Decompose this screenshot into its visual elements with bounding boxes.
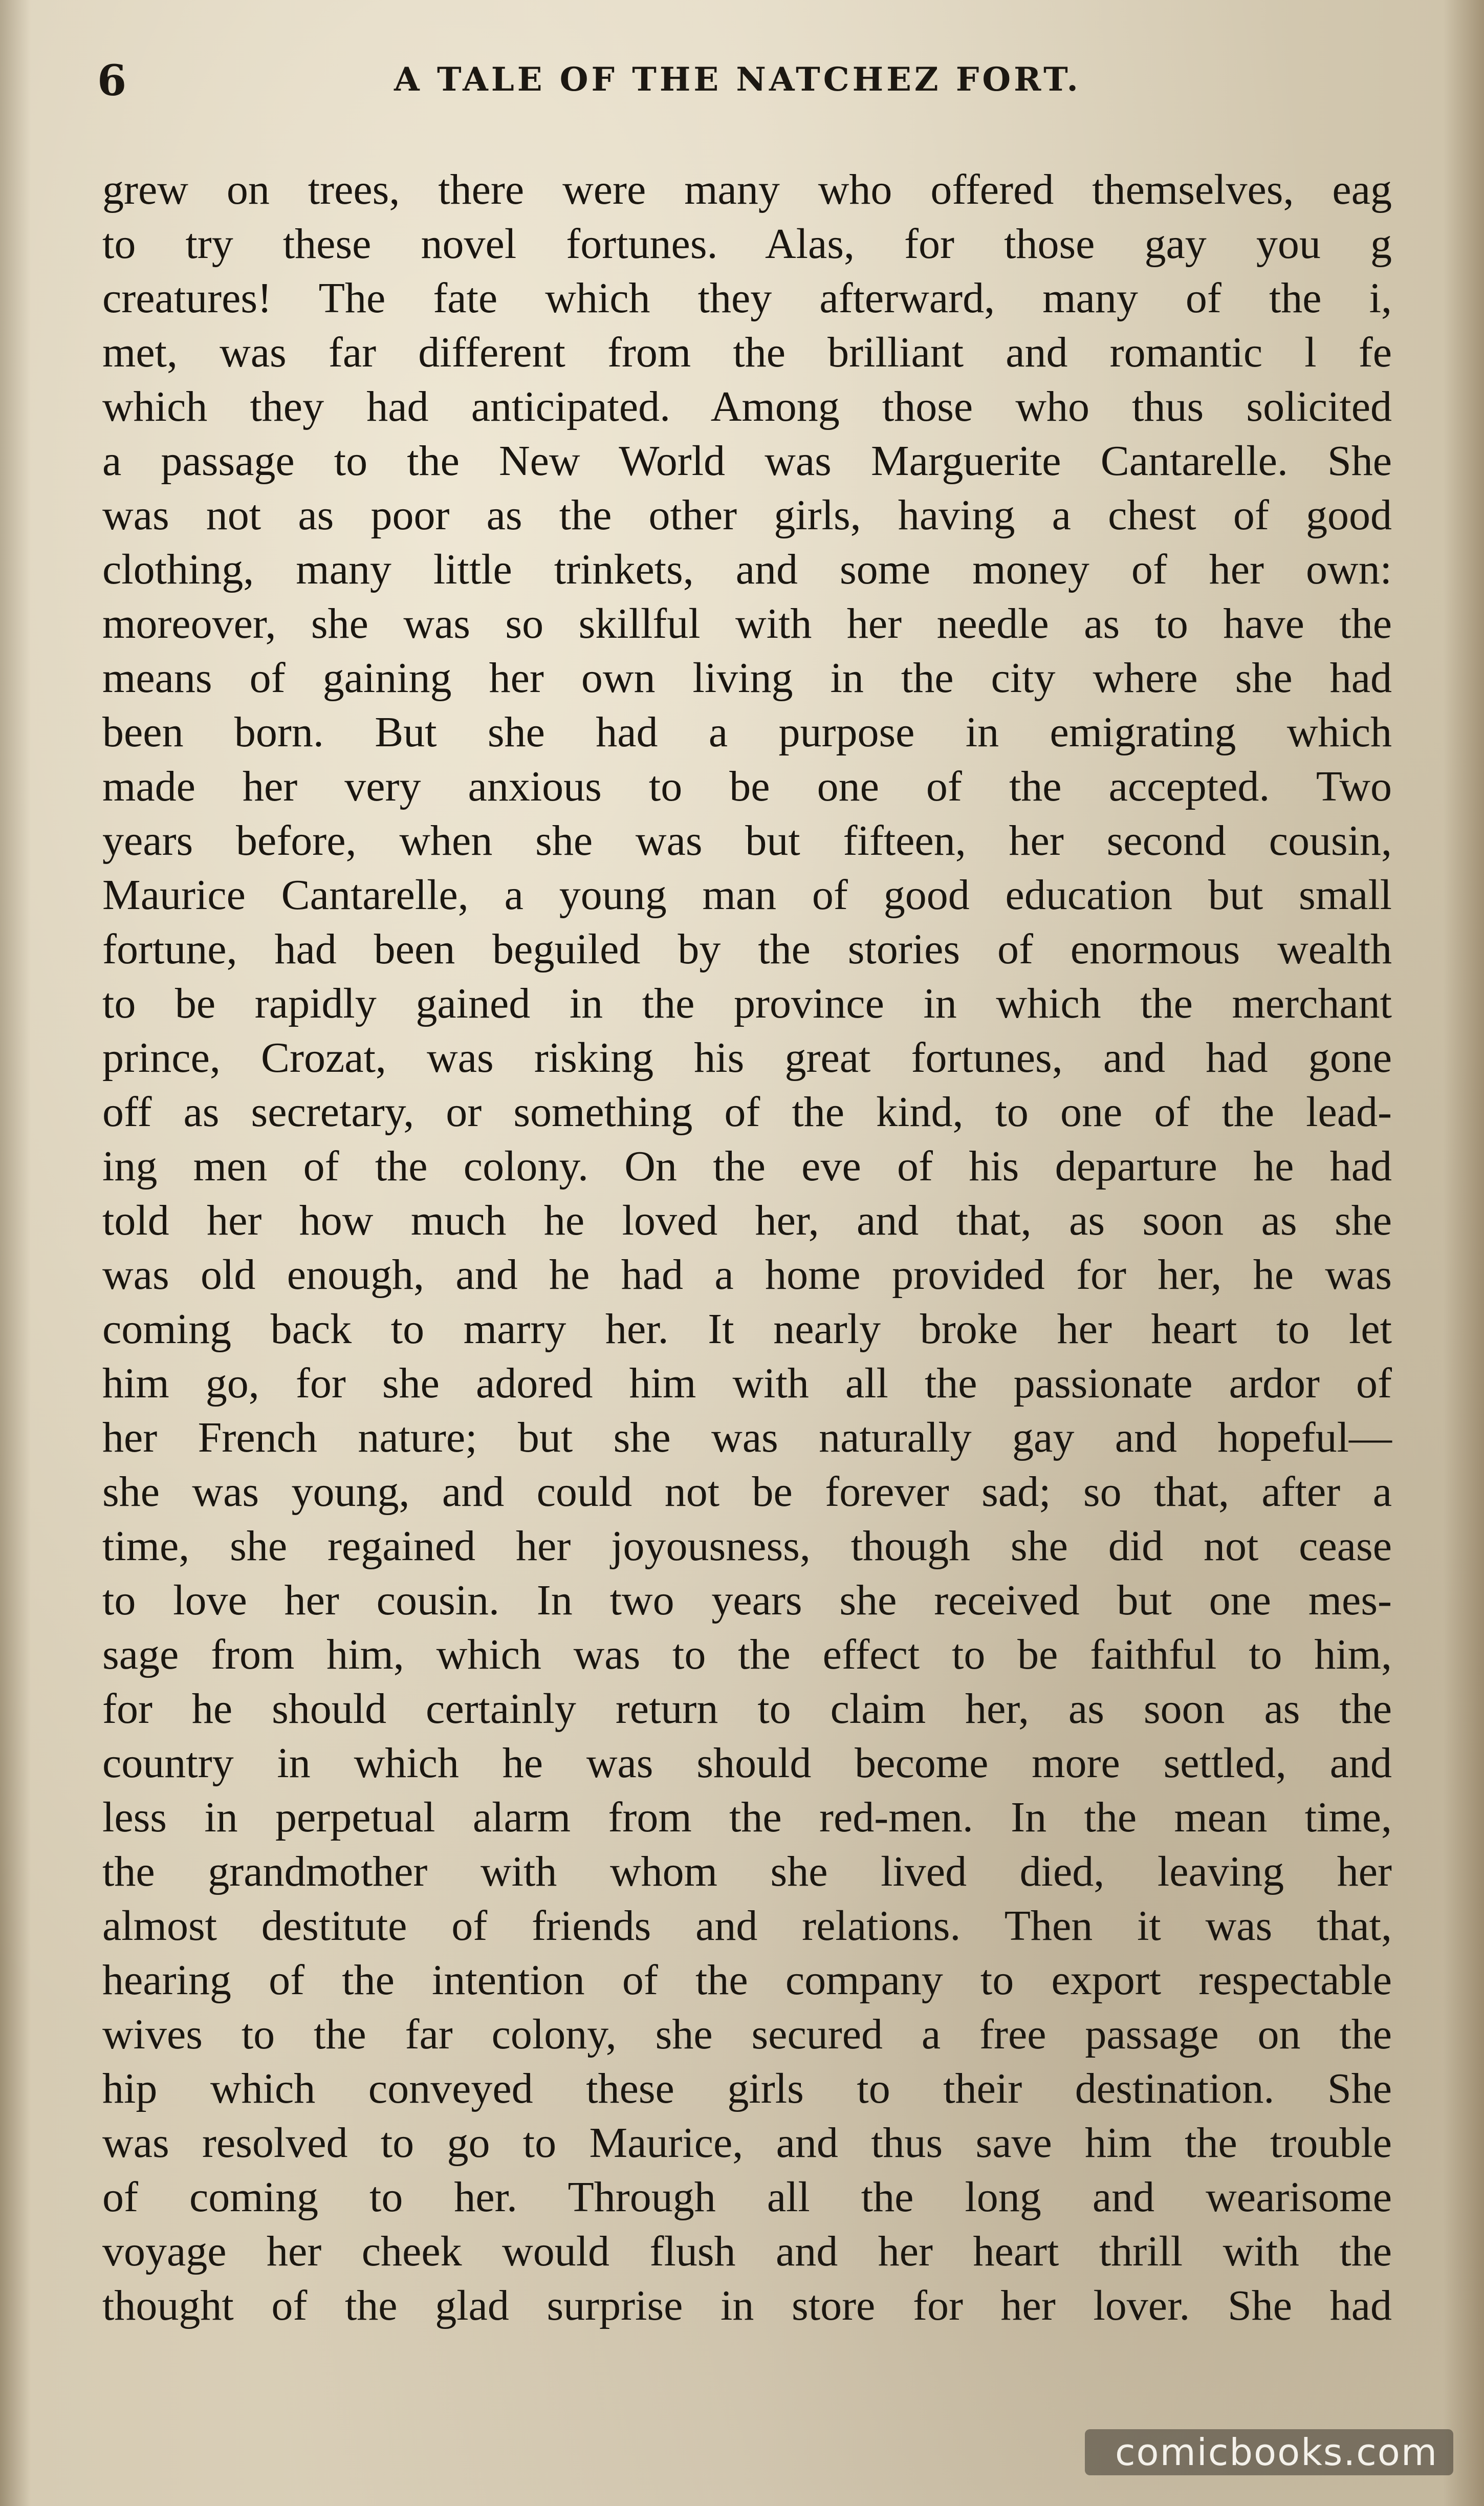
text-line: the grandmother with whom she lived died, leaving her bbox=[102, 1848, 1392, 1895]
text-line: means of gaining her own living in the city where she had bbox=[102, 654, 1392, 702]
text-line: Maurice Cantarelle, a young man of good education but small bbox=[102, 871, 1392, 919]
text-line: her French nature; but she was naturally gay and hopeful— bbox=[102, 1414, 1392, 1461]
body-text bbox=[102, 163, 1392, 2333]
text-line: to love her cousin. In two years she received but one mes- bbox=[102, 1576, 1392, 1624]
text-line: clothing, many little trinkets, and some money of her own: bbox=[102, 546, 1392, 593]
running-head: A TALE OF THE NATCHEZ FORT. bbox=[394, 60, 1081, 99]
text-line: was old enough, and he had a home provided for her, he was bbox=[102, 1251, 1392, 1299]
text-line: creatures! The fate which they afterward, many of the i, bbox=[102, 274, 1392, 322]
text-line: of coming to her. Through all the long and wearisome bbox=[102, 2173, 1392, 2221]
page-header bbox=[97, 56, 1387, 118]
text-line: been born. But she had a purpose in emigrating which bbox=[102, 708, 1392, 756]
text-line: was resolved to go to Maurice, and thus save him the trouble bbox=[102, 2119, 1392, 2167]
text-line: moreover, she was so skillful with her needle as to have the bbox=[102, 600, 1392, 647]
text-line: voyage her cheek would flush and her heart thrill with the bbox=[102, 2228, 1392, 2275]
text-line: which they had anticipated. Among those who thus solicited bbox=[102, 383, 1392, 430]
text-line: years before, when she was but fifteen, her second cousin, bbox=[102, 817, 1392, 865]
text-line: hip which conveyed these girls to their destination. She bbox=[102, 2065, 1392, 2112]
text-line: grew on trees, there were many who offered themselves, eag bbox=[102, 166, 1392, 213]
text-line: told her how much he loved her, and that, as soon as she bbox=[102, 1197, 1392, 1244]
text-line: time, she regained her joyousness, though she did not cease bbox=[102, 1522, 1392, 1570]
page-number: 6 bbox=[97, 56, 127, 105]
text-line: ing men of the colony. On the eve of his departure he had bbox=[102, 1142, 1392, 1190]
text-line: a passage to the New World was Marguerite Cantarelle. She bbox=[102, 437, 1392, 485]
text-line: met, was far different from the brilliant and romantic l fe bbox=[102, 329, 1392, 376]
text-line: thought of the glad surprise in store for her lover. She had bbox=[102, 2282, 1392, 2329]
text-line: she was young, and could not be forever sad; so that, after a bbox=[102, 1468, 1392, 1516]
text-line: wives to the far colony, she secured a free passage on the bbox=[102, 2011, 1392, 2058]
text-line: almost destitute of friends and relations. Then it was that, bbox=[102, 1902, 1392, 1950]
text-line: to be rapidly gained in the province in which the merchant bbox=[102, 980, 1392, 1027]
text-line: was not as poor as the other girls, having a chest of good bbox=[102, 491, 1392, 539]
text-line: for he should certainly return to claim her, as soon as the bbox=[102, 1685, 1392, 1733]
text-line: country in which he was should become more settled, and bbox=[102, 1739, 1392, 1787]
text-line: sage from him, which was to the effect to be faithful to him, bbox=[102, 1631, 1392, 1678]
text-line: coming back to marry her. It nearly broke her heart to let bbox=[102, 1305, 1392, 1353]
text-line: him go, for she adored him with all the passionate ardor of bbox=[102, 1359, 1392, 1407]
text-line: prince, Crozat, was risking his great fortunes, and had gone bbox=[102, 1034, 1392, 1082]
watermark-text: comicbooks.com bbox=[1115, 2431, 1438, 2474]
text-line: fortune, had been beguiled by the stories of enormous wealth bbox=[102, 925, 1392, 973]
text-line: hearing of the intention of the company to export respectable bbox=[102, 1956, 1392, 2004]
watermark bbox=[1085, 2429, 1453, 2475]
text-line: made her very anxious to be one of the accepted. Two bbox=[102, 763, 1392, 810]
text-line: less in perpetual alarm from the red-men. In the mean time, bbox=[102, 1794, 1392, 1841]
text-line: off as secretary, or something of the kind, to one of the lead- bbox=[102, 1088, 1392, 1136]
text-line: to try these novel fortunes. Alas, for those gay you g bbox=[102, 220, 1392, 268]
